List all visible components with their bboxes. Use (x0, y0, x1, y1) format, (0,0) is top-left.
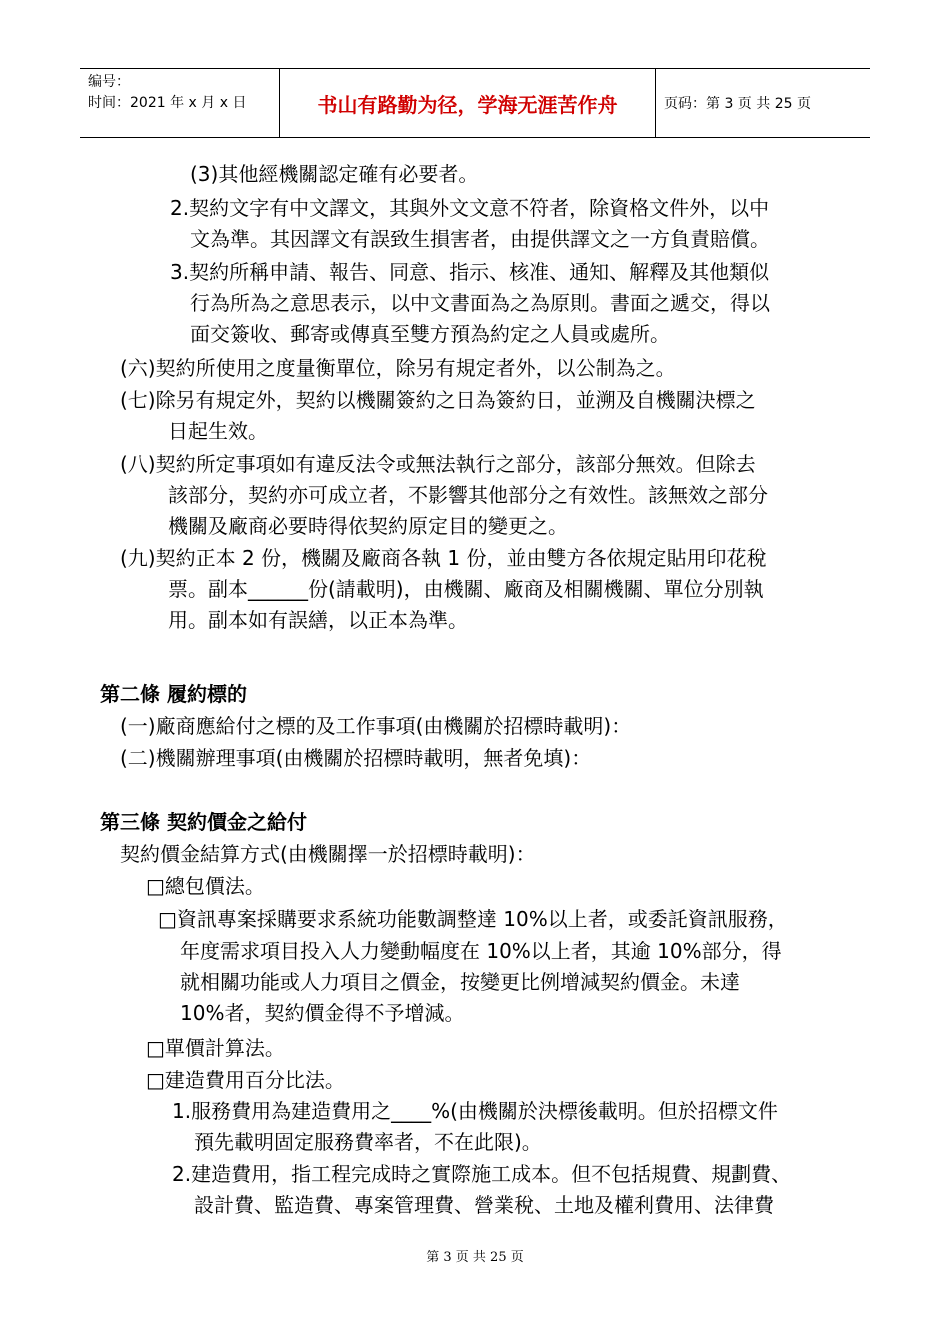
header-meta (80, 69, 280, 137)
paragraph-line: (九)契約正本 2 份，機關及廠商各執 1 份，並由雙方各依規定貼用印花稅 (120, 546, 767, 570)
paragraph-line: 票。副本______份(請載明)，由機關、廠商及相關機關、單位分別執 (168, 577, 764, 601)
paragraph-line: (一)廠商應給付之標的及工作事項(由機關於招標時載明)： (120, 714, 632, 738)
header-motto: 书山有路勤为径，学海无涯苦作舟 (280, 69, 656, 137)
paragraph-line: 文為準。其因譯文有誤致生損害者，由提供譯文之一方負責賠償。 (190, 227, 770, 251)
paragraph-line: (七)除另有規定外，契約以機關簽約之日為簽約日，並溯及自機關決標之 (120, 388, 756, 412)
paragraph-line: 10%者，契約價金得不予增減。 (180, 1001, 465, 1025)
paragraph-line: 設計費、監造費、專案管理費、營業稅、土地及權利費用、法律費 (194, 1193, 774, 1217)
paragraph-line: (八)契約所定事項如有違反法令或無法執行之部分，該部分無效。但除去 (120, 452, 756, 476)
paragraph-line: 1.服務費用為建造費用之____%(由機關於決標後載明。但於招標文件 (172, 1099, 778, 1123)
paragraph-line: 2.建造費用，指工程完成時之實際施工成本。但不包括規費、規劃費、 (172, 1162, 792, 1186)
paragraph-line: 用。副本如有誤繕，以正本為準。 (168, 608, 468, 632)
checkbox-option: □資訊專案採購要求系統功能數調整達 10%以上者，或委託資訊服務， (158, 907, 788, 931)
paragraph-line: 預先載明固定服務費率者，不在此限)。 (194, 1130, 542, 1154)
header-page-number: 页码：第 3 页 共 25 页 (664, 96, 811, 112)
paragraph-line: (3)其他經機關認定確有必要者。 (190, 162, 479, 186)
paragraph-line: 契約價金結算方式(由機關擇一於招標時載明)： (120, 842, 536, 866)
document-time: 时间：2021 年 x 月 x 日 (88, 95, 247, 111)
paragraph-line: 2.契約文字有中文譯文，其與外文文意不符者，除資格文件外，以中 (170, 196, 770, 220)
paragraph-line: (二)機關辦理事項(由機關於招標時載明，無者免填)： (120, 746, 592, 770)
paragraph-line: (六)契約所使用之度量衡單位，除另有規定者外，以公制為之。 (120, 356, 676, 380)
checkbox-option: □建造費用百分比法。 (146, 1068, 345, 1092)
section-heading: 第二條 履約標的 (100, 682, 247, 706)
section-heading: 第三條 契約價金之給付 (100, 810, 307, 834)
paragraph-line: 3.契約所稱申請、報告、同意、指示、核准、通知、解釋及其他類似 (170, 260, 770, 284)
checkbox-option: □單價計算法。 (146, 1036, 285, 1060)
document-number: 编号： (88, 74, 130, 90)
paragraph-line: 日起生效。 (168, 419, 268, 443)
paragraph-line: 就相關功能或人力項目之價金，按變更比例增減契約價金。未達 (180, 970, 740, 994)
checkbox-option: □總包價法。 (146, 874, 265, 898)
page-footer: 第 3 页 共 25 页 (426, 1250, 524, 1265)
page-header (80, 68, 870, 138)
paragraph-line: 該部分，契約亦可成立者，不影響其他部分之有效性。該無效之部分 (168, 483, 768, 507)
paragraph-line: 年度需求項目投入人力變動幅度在 10%以上者，其逾 10%部分，得 (180, 939, 782, 963)
paragraph-line: 行為所為之意思表示，以中文書面為之為原則。書面之遞交，得以 (190, 291, 770, 315)
paragraph-line: 機關及廠商必要時得依契約原定目的變更之。 (168, 514, 568, 538)
paragraph-line: 面交簽收、郵寄或傳真至雙方預為約定之人員或處所。 (190, 322, 670, 346)
